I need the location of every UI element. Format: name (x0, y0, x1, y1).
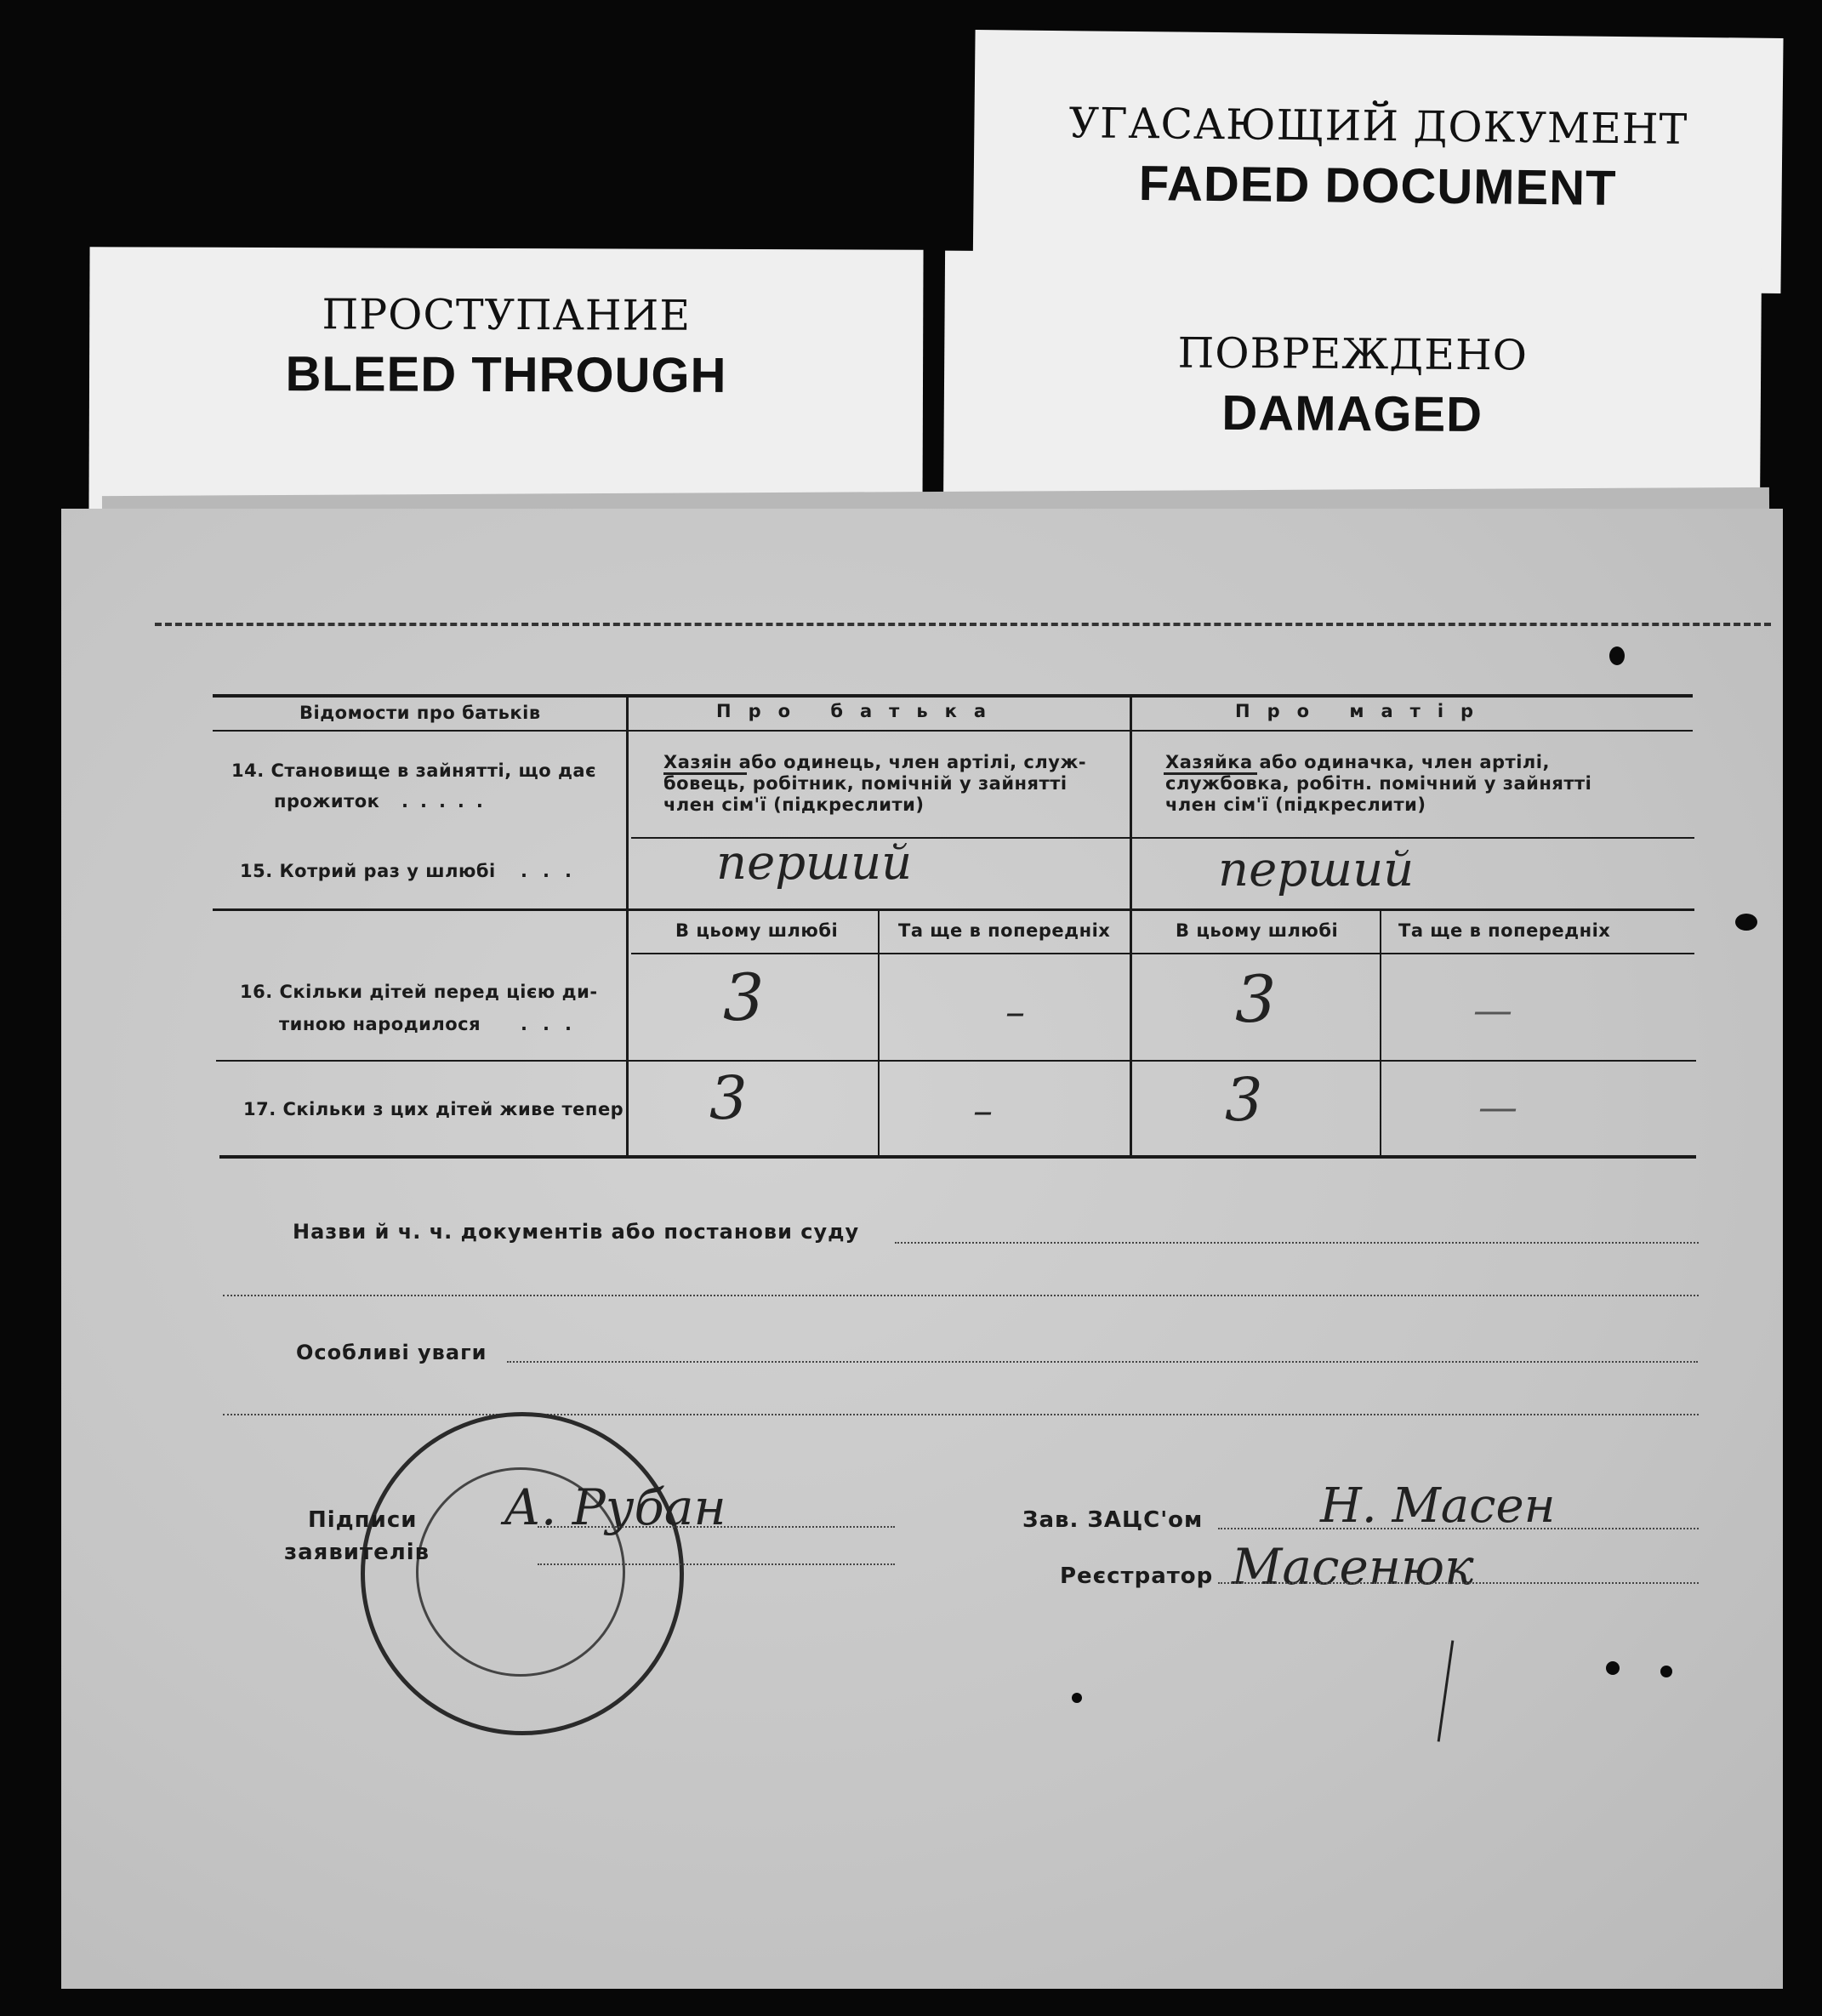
bleed-card-ru: ПРОСТУПАНИЕ (322, 290, 692, 340)
row17-father-this: 3 (709, 1063, 748, 1133)
damage-hole (1606, 1661, 1620, 1675)
row16-mother-this: 3 (1235, 961, 1277, 1037)
remarks-line-2 (223, 1414, 1699, 1415)
damage-hole (1735, 914, 1757, 931)
registrar-label: Реєстратор (1060, 1563, 1214, 1589)
row15-mother-value: перший (1218, 842, 1415, 897)
col-divider-1 (626, 696, 629, 1157)
remarks-label: Особливі уваги (296, 1341, 487, 1364)
header-father: Про батька (716, 701, 1004, 721)
subheader-father-this: В цьому шлюбі (675, 920, 839, 941)
registrar-sign-line (1218, 1582, 1699, 1584)
table-top-rule (213, 694, 1693, 698)
mother-underline (1164, 772, 1257, 775)
row14-label-1: 14. Становище в зайнятті, що дає (231, 760, 597, 781)
damage-hole (1660, 1666, 1672, 1677)
row16-label-1: 16. Скільки дітей перед цією ди- (240, 982, 598, 1002)
applicant-sign-line-1 (538, 1526, 895, 1528)
damaged-card-en: DAMAGED (1221, 384, 1483, 443)
subheader-mother-prev: Та ще в попередніх (1398, 920, 1611, 941)
row14-father-line2: бовець, робітник, помічній у зайнятті (663, 773, 1068, 794)
head-sign-line (1218, 1528, 1699, 1529)
row17-label: 17. Скільки з цих дітей живе тепер (243, 1099, 624, 1119)
faded-card-en: FADED DOCUMENT (1138, 156, 1617, 216)
row16-father-this: 3 (723, 960, 765, 1035)
row14-mother-line2: службовка, робітн. помічний у зайнятті (1165, 773, 1592, 794)
documents-line-1 (895, 1242, 1699, 1244)
col-divider-mother-sub (1380, 910, 1381, 1157)
row15-leader-dots: ... (521, 861, 587, 881)
row17-father-prev: – (973, 1087, 993, 1133)
documents-label: Назви й ч. ч. документів або постанови суду (293, 1220, 860, 1244)
row14-father-line3: член сім'ї (підкреслити) (663, 794, 925, 815)
col-divider-2 (1130, 696, 1132, 1157)
applicants-label-1: Підписи (308, 1507, 418, 1533)
applicant-signature: А. Рубан (504, 1478, 726, 1536)
row14-label-2: прожиток (274, 791, 380, 812)
table-bottom-rule (219, 1155, 1696, 1159)
row16-leader-dots: ... (521, 1014, 587, 1034)
row16-rule (216, 1060, 1696, 1062)
bleed-card-en: BLEED THROUGH (285, 346, 727, 403)
tear-line (155, 623, 1771, 626)
row14-leader-dots: ..... (401, 791, 495, 812)
col-divider-father-sub (878, 910, 880, 1157)
damaged-card-ru: ПОВРЕЖДЕНО (1177, 328, 1529, 380)
damaged-card (943, 251, 1762, 522)
damage-hole (1609, 646, 1625, 665)
registrar-signature: Масенюк (1232, 1538, 1474, 1596)
row14-mother-line3: член сім'ї (підкреслити) (1165, 794, 1426, 815)
row15-label: 15. Котрий раз у шлюбі (240, 861, 496, 881)
head-label: Зав. ЗАЦС'ом (1022, 1507, 1204, 1533)
subheader-mother-this: В цьому шлюбі (1176, 920, 1339, 941)
document-sheet (61, 509, 1783, 1989)
subheader-rule (631, 953, 1694, 954)
father-underline (663, 772, 747, 775)
row16-label-2: тиною народилося (279, 1014, 481, 1034)
faded-card-ru: УГАСАЮЩИЙ ДОКУМЕНТ (1068, 99, 1688, 154)
pen-stroke (1438, 1640, 1455, 1741)
row17-mother-this: 3 (1225, 1065, 1263, 1135)
header-mother: Про матір (1235, 701, 1491, 721)
head-signature: Н. Масен (1320, 1478, 1556, 1534)
row15-rule (213, 908, 1694, 911)
applicants-label-2: заявителів (284, 1540, 430, 1565)
row14-mother-line1: Хазяйка або одиначка, член артілі, (1165, 752, 1550, 772)
row14-father-line1: Хазяін або одинець, член артілі, служ- (663, 752, 1087, 772)
subheader-father-prev: Та ще в попередніх (898, 920, 1111, 941)
damage-hole (1072, 1693, 1082, 1703)
row17-mother-prev: — (1478, 1084, 1517, 1130)
documents-line-2 (223, 1295, 1699, 1296)
bleed-through-card (88, 247, 923, 518)
row16-mother-prev: — (1473, 987, 1512, 1033)
header-rule (213, 730, 1693, 732)
header-parents-info: Відомости про батьків (299, 703, 541, 723)
row15-father-value: перший (716, 835, 913, 891)
row16-father-prev: – (1005, 988, 1025, 1034)
remarks-line-1 (507, 1361, 1698, 1363)
applicant-sign-line-2 (538, 1563, 895, 1565)
official-stamp (361, 1412, 684, 1735)
